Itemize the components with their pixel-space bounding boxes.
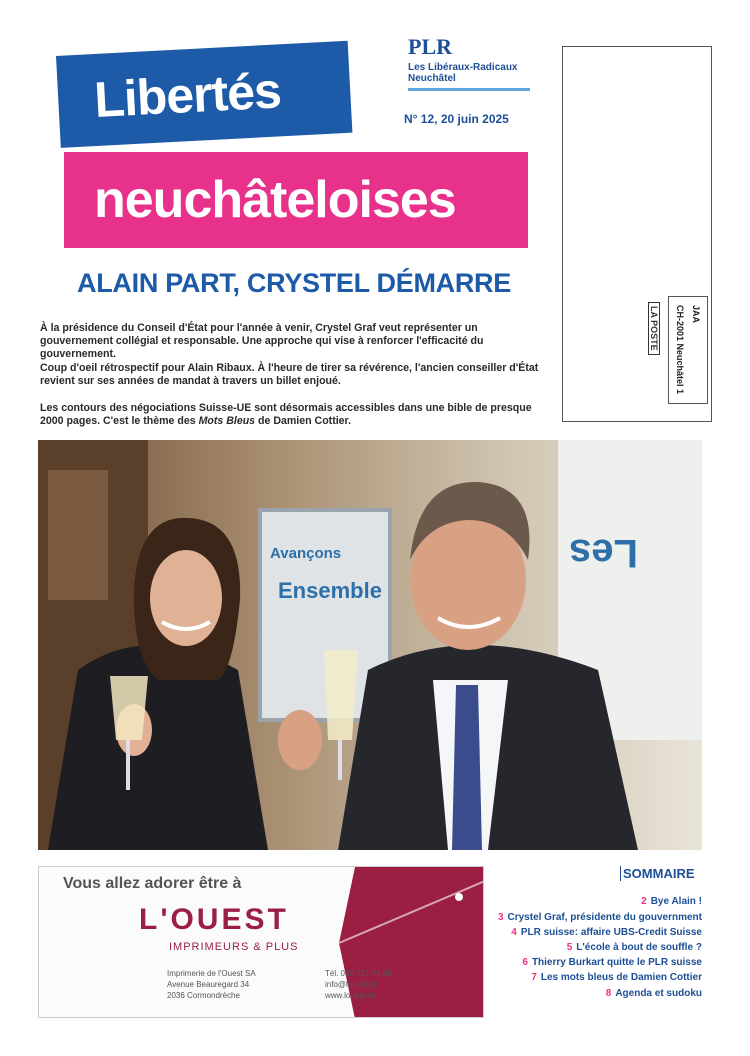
la-poste-logo: LA POSTE xyxy=(648,302,660,355)
postage-stamp xyxy=(646,296,710,406)
sommaire-page: 4 xyxy=(511,927,517,938)
intro-paragraph-3-text: Les contours des négociations Suisse-UE sont désormais accessibles dans une bible de presque 2000 pages. C'est le thème des xyxy=(40,402,532,427)
title-line-1: Libertés xyxy=(92,62,283,129)
cover-photo-illustration xyxy=(38,440,702,850)
ad-address-1: Imprimerie de l'Ouest SA xyxy=(167,969,256,978)
ad-contact-email[interactable]: info@louest.ch xyxy=(325,980,379,989)
sommaire-item[interactable] xyxy=(470,927,702,938)
sommaire-page: 7 xyxy=(531,972,537,983)
sommaire-item[interactable] xyxy=(470,912,702,923)
sommaire-text: PLR suisse: affaire UBS-Credit Suisse xyxy=(520,927,702,938)
plr-logo-bar xyxy=(408,88,530,91)
ad-logo: L'OUEST xyxy=(139,903,289,936)
poster-text-1: Avançons xyxy=(270,545,342,562)
issue-number: N° 12, 20 juin 2025 xyxy=(404,112,509,126)
poster-text-2: Ensemble xyxy=(278,578,382,603)
sommaire-item[interactable] xyxy=(470,942,702,953)
plr-logo xyxy=(408,36,530,91)
intro-paragraph-3-italic: Mots Bleus xyxy=(198,415,256,427)
ad-address-2: Avenue Beauregard 34 xyxy=(167,980,250,989)
ad-contact-web[interactable]: www.louest.ch xyxy=(325,991,377,1000)
sommaire-page: 5 xyxy=(566,942,573,953)
sommaire-text: Bye Alain ! xyxy=(650,896,702,907)
postage-frame xyxy=(668,296,708,404)
sommaire-text: Crystel Graf, présidente du gouvernment xyxy=(507,912,702,923)
ad-contact-phone: Tél. 032 731 75 85 xyxy=(325,969,392,978)
sommaire-text: Agenda et sudoku xyxy=(615,988,702,999)
sommaire-item[interactable] xyxy=(470,896,702,907)
postage-code: CH-2001 Neuchâtel 1 xyxy=(675,305,685,395)
title-line-2: neuchâteloises xyxy=(94,171,456,229)
sommaire-text: Thierry Burkart quitte le PLR suisse xyxy=(531,957,702,968)
cover-photo xyxy=(38,440,702,850)
ad-address-3: 2036 Cormondrèche xyxy=(167,991,240,1000)
sommaire-page: 2 xyxy=(641,896,647,907)
title-banner-pink xyxy=(64,152,528,248)
sommaire-item[interactable] xyxy=(470,957,702,968)
ad-logo-sub: IMPRIMEURS & PLUS xyxy=(169,941,299,953)
ad-louest[interactable] xyxy=(38,866,484,1018)
sommaire-page: 6 xyxy=(522,957,528,968)
sommaire-text: Les mots bleus de Damien Cottier xyxy=(540,972,702,983)
plr-logo-sub-1: Les Libéraux-Radicaux xyxy=(408,62,518,73)
sommaire-text: L'école à bout de souffle ? xyxy=(576,942,702,953)
intro-paragraph-1: À la présidence du Conseil d'État pour l'année à venir, Crystel Graf veut représenter un gouvernement collégial et responsable. Une approche qui vise à renforcer l'efficacité du gouvernement. xyxy=(40,322,484,360)
sommaire-page: 3 xyxy=(497,912,504,923)
sommaire-title: SOMMAIRE xyxy=(620,866,695,881)
intro-paragraph-3 xyxy=(40,402,548,428)
sommaire-item[interactable] xyxy=(470,988,702,999)
intro-paragraph-2: Coup d'oeil rétrospectif pour Alain Ribaux. À l'heure de tirer sa révérence, l'ancien conseiller d'État revient sur ses années de mandat à travers un billet enjoué. xyxy=(40,362,539,387)
title-banner-blue xyxy=(56,41,352,148)
ad-tagline: Vous allez adorer être à xyxy=(63,875,242,892)
plr-logo-text: PLR xyxy=(408,34,452,59)
window-text: Les xyxy=(569,531,638,575)
plr-logo-sub-2: Neuchâtel xyxy=(408,73,456,84)
sommaire-item[interactable] xyxy=(470,972,702,983)
intro-paragraph-3-end: de Damien Cottier. xyxy=(255,415,352,427)
postage-jaa: JAA xyxy=(691,305,701,324)
headline: ALAIN PART, CRYSTEL DÉMARRE xyxy=(77,268,511,298)
sommaire-page: 8 xyxy=(605,988,612,999)
